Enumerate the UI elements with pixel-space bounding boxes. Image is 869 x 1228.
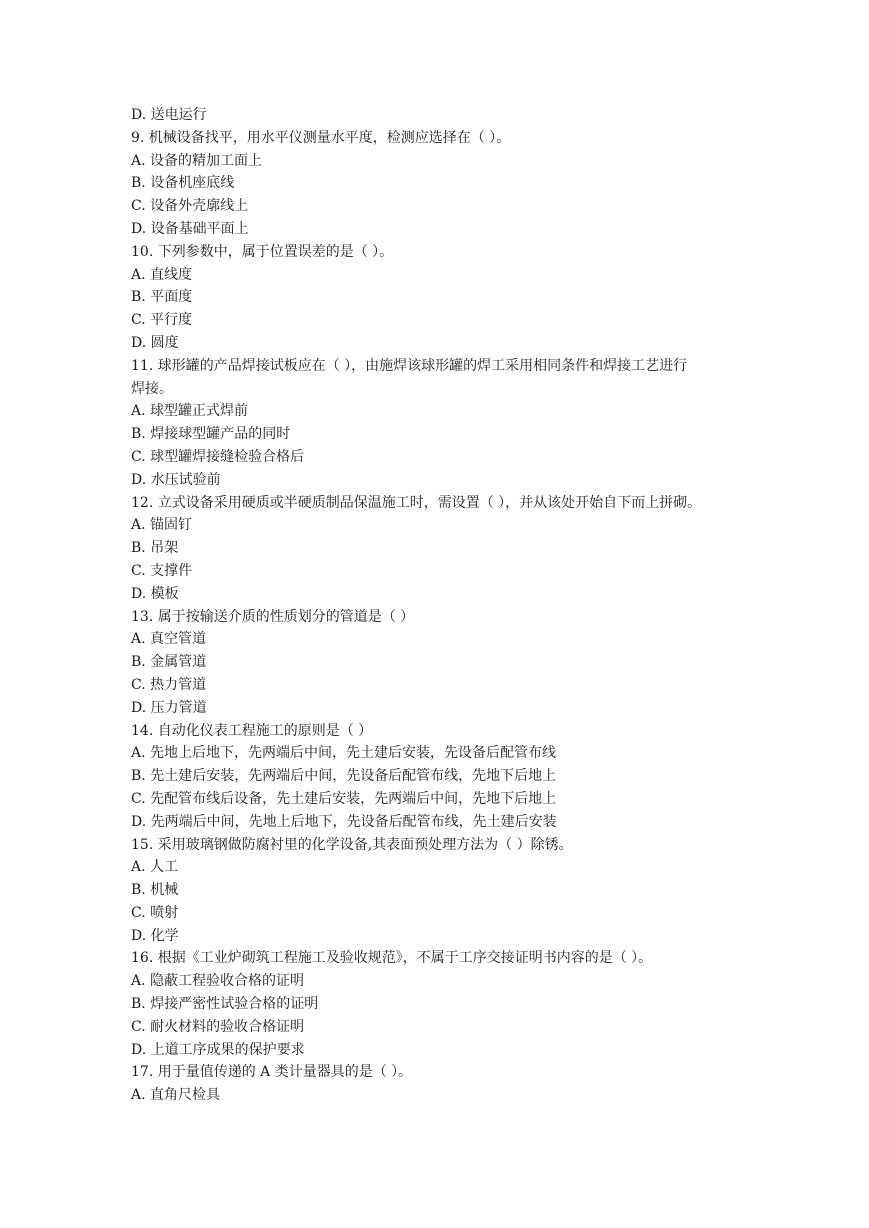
document-line: 13. 属于按输送介质的性质划分的管道是（ ） xyxy=(131,608,415,625)
document-line: A. 球型罐正式焊前 xyxy=(131,403,249,420)
document-line: B. 金属管道 xyxy=(131,654,207,671)
document-line: 17. 用于量值传递的 A 类计量器具的是（ ）。 xyxy=(131,1064,413,1081)
document-line: D. 上道工序成果的保护要求 xyxy=(131,1041,305,1058)
document-line: D. 压力管道 xyxy=(131,699,207,716)
document-line: D. 模板 xyxy=(131,585,179,602)
document-line: A. 隐蔽工程验收合格的证明 xyxy=(131,973,305,990)
document-line: 9. 机械设备找平，用水平仪测量水平度，检测应选择在（ ）。 xyxy=(131,129,511,146)
document-line: C. 耐火材料的验收合格证明 xyxy=(131,1018,305,1035)
document-line: C. 球型罐焊接缝检验合格后 xyxy=(131,448,305,465)
document-line: D. 圆度 xyxy=(131,334,179,351)
document-line: A. 锚固钉 xyxy=(131,517,193,534)
document-line: C. 设备外壳廓线上 xyxy=(131,198,249,215)
document-line: A. 设备的精加工面上 xyxy=(131,152,263,169)
document-line: D. 先两端后中间，先地上后地下，先设备后配管布线，先土建后安装 xyxy=(131,813,557,830)
document-line: A. 先地上后地下，先两端后中间，先土建后安装，先设备后配管布线 xyxy=(131,745,557,762)
document-line: 焊接。 xyxy=(131,380,173,397)
document-line: B. 吊架 xyxy=(131,540,179,557)
document-body xyxy=(131,104,746,1107)
document-line: A. 直角尺检具 xyxy=(131,1087,221,1104)
document-line: A. 人工 xyxy=(131,859,179,876)
document-line: C. 喷射 xyxy=(131,904,179,921)
document-line: D. 送电运行 xyxy=(131,107,207,123)
document-line: C. 支撑件 xyxy=(131,562,193,579)
document-line: C. 平行度 xyxy=(131,312,193,329)
document-line: 12. 立式设备采用硬质或半硬质制品保温施工时，需设置（ ），并从该处开始自下而上拼砌。 xyxy=(131,494,702,511)
document-line: C. 热力管道 xyxy=(131,676,207,693)
document-line: A. 真空管道 xyxy=(131,631,207,648)
document-line: B. 平面度 xyxy=(131,289,193,306)
document-line: 11. 球形罐的产品焊接试板应在（ ），由施焊该球形罐的焊工采用相同条件和焊接工艺进行 xyxy=(131,357,688,374)
document-line: 16. 根据《工业炉砌筑工程施工及验收规范》，不属于工序交接证明书内容的是（ ）。 xyxy=(131,950,653,967)
document-line: D. 设备基础平面上 xyxy=(131,220,249,237)
document-line: 10. 下列参数中，属于位置误差的是（ ）。 xyxy=(131,243,394,260)
document-line: B. 焊接球型罐产品的同时 xyxy=(131,426,291,443)
document-line: 14. 自动化仪表工程施工的原则是（ ） xyxy=(131,722,373,739)
document-line: C. 先配管布线后设备，先土建后安装，先两端后中间，先地下后地上 xyxy=(131,790,557,807)
document-line: B. 先土建后安装，先两端后中间，先设备后配管布线，先地下后地上 xyxy=(131,768,557,785)
document-line: D. 水压试验前 xyxy=(131,471,221,488)
document-line: A. 直线度 xyxy=(131,266,193,283)
document-line: B. 设备机座底线 xyxy=(131,175,235,192)
document-line: 15. 采用玻璃钢做防腐衬里的化学设备,其表面预处理方法为（ ）除锈。 xyxy=(131,836,573,853)
document-line: B. 机械 xyxy=(131,882,179,899)
document-line: B. 焊接严密性试验合格的证明 xyxy=(131,996,319,1013)
document-line: D. 化学 xyxy=(131,927,179,944)
